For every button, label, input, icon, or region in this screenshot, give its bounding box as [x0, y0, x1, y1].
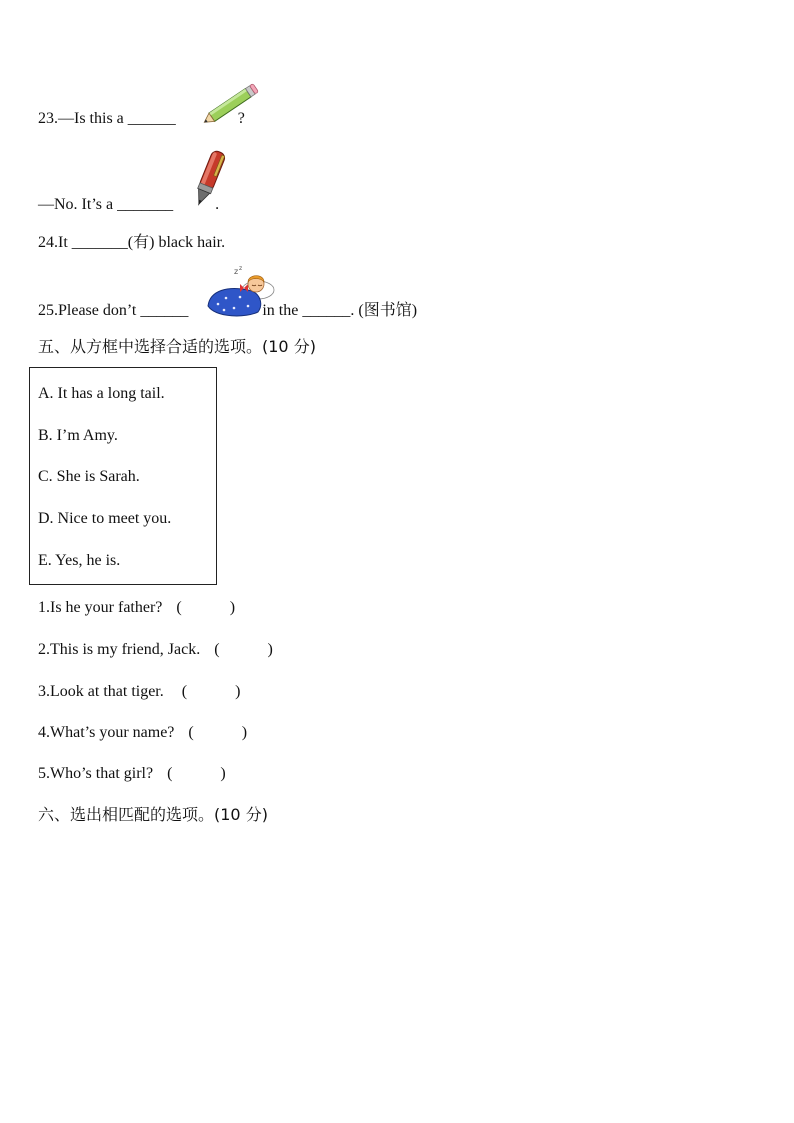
question-4-answer[interactable]: ( ) [188, 724, 248, 741]
question-3-text: 3.Look at that tiger. [38, 683, 164, 700]
sleeping-girl-icon [206, 264, 278, 320]
question-4 [38, 723, 247, 743]
question-5-text: 5.Who’s that girl? [38, 765, 154, 782]
section6-heading: 六、选出相匹配的选项。(10 分) [38, 805, 268, 824]
q23-blank2: _______ [117, 196, 174, 213]
q24-suffix: (有) black hair. [127, 234, 226, 251]
option-e: E. Yes, he is. [38, 552, 121, 569]
q23-suffix2: . [215, 196, 220, 213]
option-b: B. I’m Amy. [38, 427, 118, 444]
svg-text:z: z [239, 265, 243, 272]
question-5-answer[interactable]: ( ) [167, 765, 226, 782]
question-2-text: 2.This is my friend, Jack. [38, 641, 201, 658]
q25-blank1: ______ [140, 302, 189, 319]
option-c: C. She is Sarah. [38, 468, 140, 485]
q23-prefix: 23.—Is this a [38, 110, 124, 127]
q24-line [38, 233, 225, 253]
q24-prefix: 24.It [38, 234, 68, 251]
q25-middle: in the [262, 302, 299, 319]
pencil-icon [198, 82, 262, 128]
option-d: D. Nice to meet you. [38, 510, 172, 527]
q25-blank2: ______ [302, 302, 351, 319]
q23-prefix2: —No. It’s a [38, 196, 114, 213]
question-2 [38, 640, 273, 660]
q24-blank: _______ [71, 234, 128, 251]
q23-blank1: ______ [127, 110, 176, 127]
q23-suffix1: ? [237, 110, 245, 127]
svg-text:z: z [234, 267, 239, 276]
option-a: A. It has a long tail. [38, 385, 165, 402]
question-2-answer[interactable]: ( ) [214, 641, 273, 658]
q25-prefix: 25.Please don’t [38, 302, 137, 319]
section5-heading: 五、从方框中选择合适的选项。(10 分) [38, 337, 316, 356]
question-4-text: 4.What’s your name? [38, 724, 175, 741]
question-1 [38, 598, 235, 618]
question-3-answer[interactable]: ( ) [181, 683, 241, 700]
pen-icon [188, 146, 230, 212]
q25-suffix: . (图书馆) [350, 302, 418, 319]
question-3 [38, 682, 240, 702]
question-1-answer[interactable]: ( ) [176, 599, 236, 616]
question-5 [38, 764, 226, 784]
question-1-text: 1.Is he your father? [38, 599, 163, 616]
